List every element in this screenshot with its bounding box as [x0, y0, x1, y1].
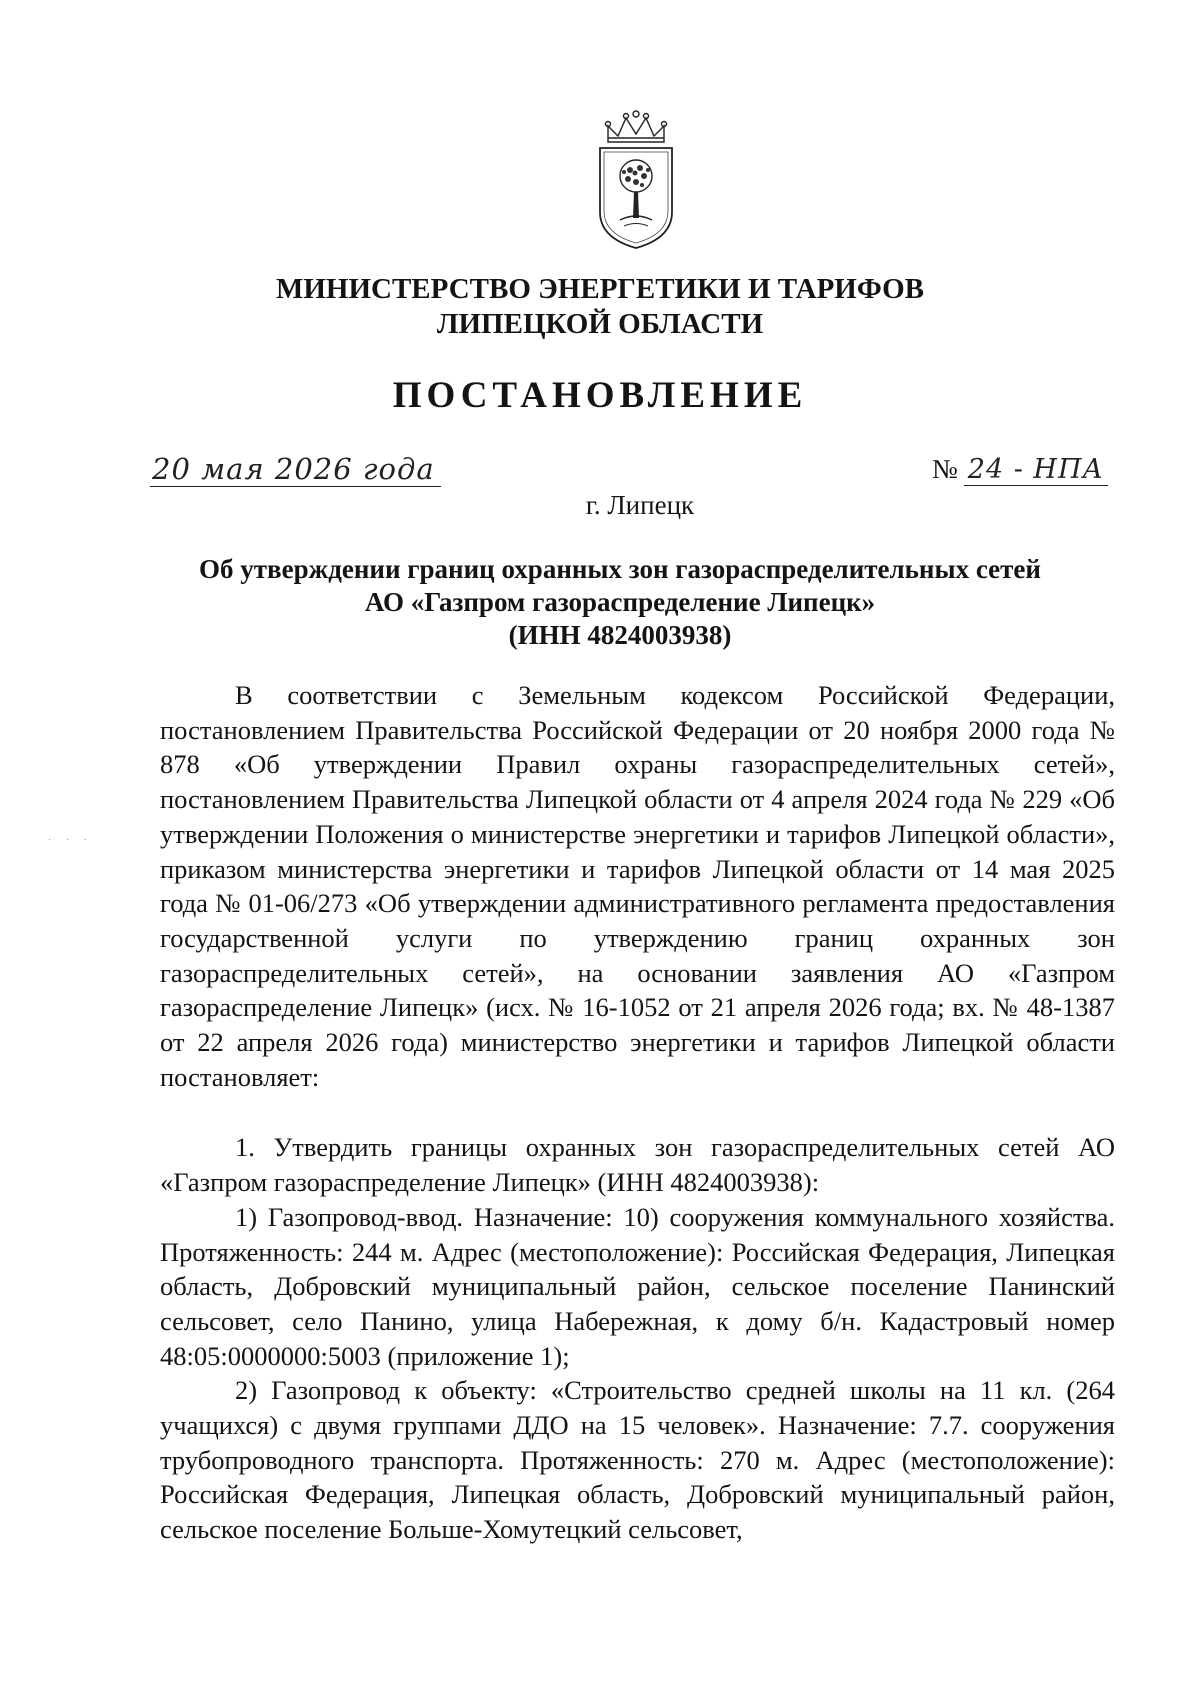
preamble-paragraph: В соответствии с Земельным кодексом Российской Федерации, постановлением Правительства Российской Федерации от 20 ноября 2000 года № 878 «Об утверждении Правил охраны газораспределительных сетей», постановлением Правительства Липецкой области от 4 апреля 2024 года № 229 «Об утверждении Положения о министерстве энергетики и тарифов Липецкой области», приказом министерства энергетики и тарифов Липецкой области от 14 мая 2025 года № 01-06/273 «Об утверждении административного регламента предоставления государственной услуги по утверждению границ охранных зон газораспределительных сетей», на основании заявления АО «Газпром газораспределение Липецк» (исх. № 16-1052 от 21 апреля 2026 года; вх. № 48-1387 от 22 апреля 2026 года) министерство энергетики и тарифов Липецкой области постановляет:: [160, 680, 1115, 1092]
ministry-line-2: ЛИПЕЦКОЙ ОБЛАСТИ: [436, 308, 764, 340]
scan-artifact: · · ·: [48, 835, 93, 846]
item-1-1: 1) Газопровод-ввод. Назначение: 10) сооружения коммунального хозяйства. Протяженность: 244 м. Адрес (местоположение): Российская Федерация, Липецкая область, Добровский муниципальный район, сельское поселение Панинский сельсовет, село Панино, улица Набережная, к дому б/н. Кадастровый номер 48:05:0000000:5003 (приложение 1);: [160, 1201, 1115, 1371]
document-body: [160, 678, 1115, 1547]
document-type: ПОСТАНОВЛЕНИЕ: [392, 375, 808, 416]
handwritten-number: 24 - НПА: [964, 454, 1108, 486]
item-1: 1. Утвердить границы охранных зон газораспределительных сетей АО «Газпром газораспределение Липецк» (ИНН 4824003938):: [160, 1132, 1115, 1198]
item-1-2: 2) Газопровод к объекту: «Строительство средней школы на 11 кл. (264 учащихся) с двумя группами ДДО на 15 человек». Назначение: 7.7. сооружения трубопроводного транспорта. Протяженность: 270 м. Адрес (местоположение): Российская Федерация, Липецкая область, Добровский муниципальный район, сельское поселение Больше-Хомутецкий сельсовет,: [160, 1375, 1115, 1545]
document-number: [932, 452, 1108, 487]
ministry-title: [0, 272, 1200, 342]
document-subject: [150, 553, 1090, 652]
handwritten-date: 20 мая 2026 года: [150, 452, 441, 487]
number-sign: №: [932, 454, 958, 484]
city: г. Липецк: [585, 490, 695, 520]
subject-line-2: АО «Газпром газораспределение Липецк»: [364, 587, 876, 617]
ministry-line-1: МИНИСТЕРСТВО ЭНЕРГЕТИКИ И ТАРИФОВ: [275, 273, 925, 305]
coat-of-arms-icon: [594, 108, 678, 252]
subject-line-1: Об утверждении границ охранных зон газораспределительных сетей: [199, 554, 1041, 584]
subject-line-3: (ИНН 4824003938): [508, 620, 732, 650]
